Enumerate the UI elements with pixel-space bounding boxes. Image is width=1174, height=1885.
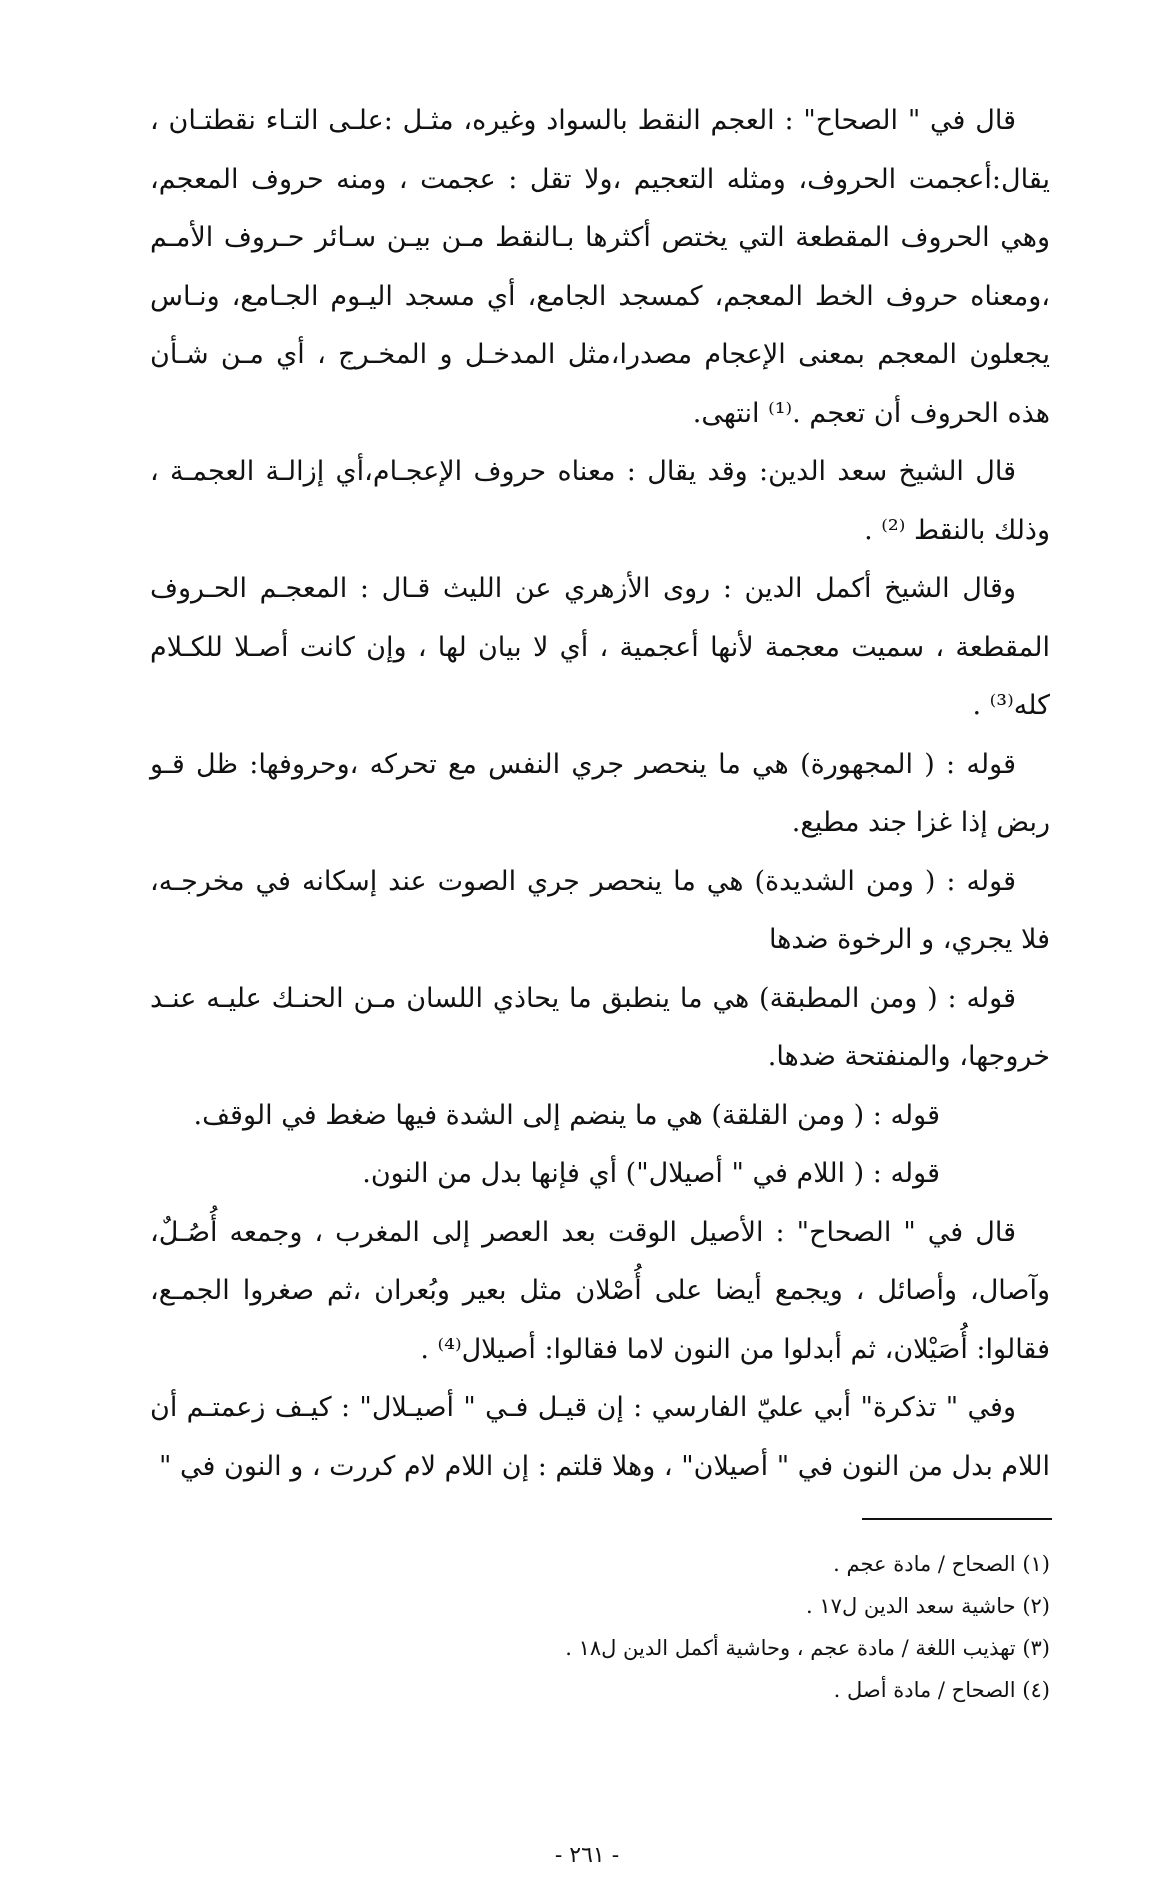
paragraph-tadhkira: وفي " تذكرة" أبي عليّ الفارسي : إن قيـل فـي " أصيـلال" : كيـف زعمتـم أن اللام بدل من النون في " أصيلان" ، وهلا قلتم : إن اللام لام كررت ، و النون في " xyxy=(150,1392,1050,1482)
paragraph-mutbaqa: قوله : ( ومن المطبقة) هي ما ينطبق ما يحاذي اللسان مـن الحنـك عليـه عنـد خروجها، والمنفتحة ضدها. xyxy=(150,982,1050,1072)
paragraph-qalqala: قوله : ( ومن القلقة) هي ما ينضم إلى الشدة فيها ضغط في الوقف. xyxy=(193,1099,940,1131)
paragraph-saad-al-din: قال الشيخ سعد الدين: وقد يقال : معناه حروف الإعجـام،أي إزالـة العجمـة ، وذلك بالنقط ⁽²⁾ . xyxy=(150,456,1050,546)
paragraph-shadida: قوله : ( ومن الشديدة) هي ما ينحصر جري الصوت عند إسكانه في مخرجـه، فلا يجري، و الرخوة ضدها xyxy=(150,865,1050,955)
paragraph-sihah-asil: قال في " الصحاح" : الأصيل الوقت بعد العصر إلى المغرب ، وجمعه أُصُـلٌ، وآصال، وأصائل ، ويجمع أيضا على أُصْلان مثل بعير وبُعران ،ثم صغروا الجمـع، فقالوا: أُصَيْلان، ثم أبدلوا من النون لاما فقالوا: أصيلال⁽⁴⁾ . xyxy=(150,1216,1050,1365)
footnote-1: (١) الصحاح / مادة عجم . xyxy=(833,1552,1050,1576)
body-text xyxy=(150,92,1050,1496)
paragraph-usaylal: قوله : ( اللام في " أصيلال") أي فإنها بدل من النون. xyxy=(362,1158,940,1189)
paragraph-sihah-ajam: قال في " الصحاح" : العجم النقط بالسواد وغيره، مثـل :علـى التـاء نقطتـان ، يقال:أعجمت الحروف، ومثله التعجيم ،ولا تقل : عجمت ، ومنه حروف المعجم، وهي الحروف المقطعة التي يختص أكثرها بـالنقط مـن بيـن سـائر حـروف الأمـم ،ومعناه حروف الخط المعجم، كمسجد الجامع، أي مسجد اليـوم الجـامع، ونـاس يجعلون المعجم بمعنى الإعجام مصدرا،مثل المدخـل و المخـرج ، أي مـن شـأن هذه الحروف أن تعجم .⁽¹⁾ انتهى. xyxy=(150,105,1050,429)
page-number: - ٢٦١ - xyxy=(554,1843,620,1868)
paragraph-akmal-al-din: وقال الشيخ أكمل الدين : روى الأزهري عن الليث قـال : المعجـم الحـروف المقطعة ، سميت معجمة لأنها أعجمية ، أي لا بيان لها ، وإن كانت أصـلا للكـلام كله⁽³⁾ . xyxy=(150,573,1050,721)
footnote-3: (٣) تهذيب اللغة / مادة عجم ، وحاشية أكمل الدين ل١٨ . xyxy=(565,1636,1050,1660)
footnotes xyxy=(150,1543,1050,1711)
footnote-divider xyxy=(862,1518,1052,1520)
footnote-2: (٢) حاشية سعد الدين ل١٧ . xyxy=(806,1594,1050,1618)
footnote-4: (٤) الصحاح / مادة أصل . xyxy=(833,1678,1050,1702)
paragraph-majhura: قوله : ( المجهورة) هي ما ينحصر جري النفس مع تحركه ،وحروفها: ظل قـو ربض إذا غزا جند مطيع. xyxy=(150,748,1050,838)
